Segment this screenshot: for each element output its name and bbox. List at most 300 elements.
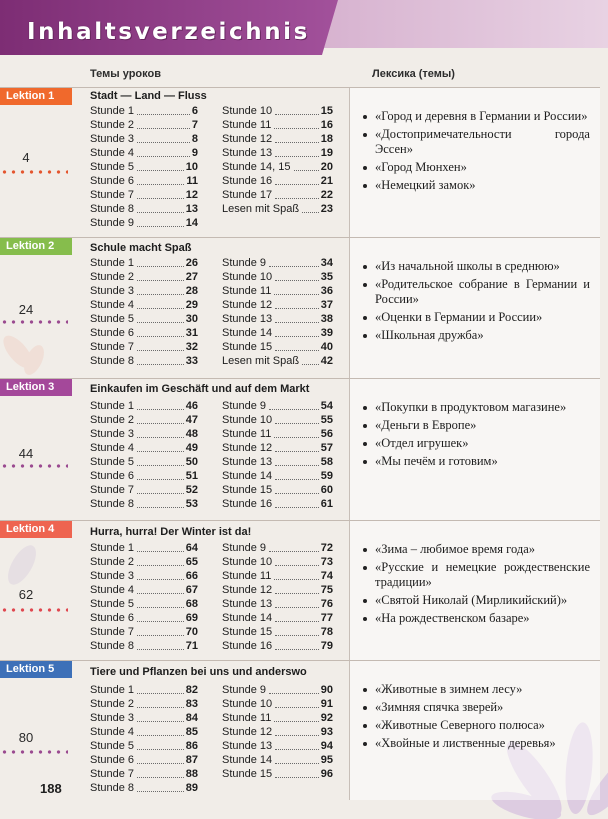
lesson-entry bbox=[90, 683, 198, 697]
lesson-name: Stunde 15 bbox=[222, 484, 273, 496]
dotted-leader bbox=[275, 280, 319, 281]
lesson-entry bbox=[90, 118, 198, 132]
lesson-entry bbox=[90, 441, 198, 455]
dotted-leader bbox=[137, 593, 184, 594]
header-banner bbox=[0, 0, 608, 56]
lesson-page-number: 9 bbox=[191, 147, 198, 159]
lesson-entry bbox=[222, 455, 333, 469]
dotted-leader bbox=[137, 170, 184, 171]
lesson-name: Stunde 15 bbox=[222, 768, 273, 780]
lesson-page-number: 74 bbox=[320, 570, 333, 582]
dotted-leader bbox=[137, 465, 184, 466]
dotted-leader bbox=[137, 649, 184, 650]
lesson-name: Stunde 13 bbox=[222, 740, 273, 752]
lesson-name: Stunde 14 bbox=[222, 327, 273, 339]
dotted-leader bbox=[137, 507, 184, 508]
vocab-item bbox=[360, 310, 590, 325]
lesson-entry bbox=[90, 256, 198, 270]
lesson-name: Stunde 5 bbox=[90, 740, 135, 752]
lesson-name: Stunde 11 bbox=[222, 285, 272, 297]
lesson-entry bbox=[222, 583, 333, 597]
bullet-icon bbox=[363, 166, 367, 170]
lesson-name: Lesen mit Spaß bbox=[222, 355, 300, 367]
dotted-leader bbox=[137, 142, 190, 143]
dotted-leader bbox=[137, 621, 184, 622]
topics-column-header: Темы уроков bbox=[90, 68, 161, 80]
bullet-icon bbox=[363, 460, 367, 464]
dotted-leader bbox=[137, 156, 190, 157]
lesson-page-number: 66 bbox=[185, 570, 198, 582]
lesson-entry bbox=[90, 326, 198, 340]
bullet-icon bbox=[363, 184, 367, 188]
dotted-leader bbox=[137, 565, 184, 566]
bullet-icon bbox=[363, 406, 367, 410]
lesson-entry bbox=[222, 625, 333, 639]
lesson-entry bbox=[222, 118, 333, 132]
bullet-icon bbox=[363, 442, 367, 446]
dotted-leader bbox=[275, 451, 319, 452]
lesson-name: Stunde 8 bbox=[90, 355, 135, 367]
lesson-list-right bbox=[222, 399, 333, 511]
lesson-name: Stunde 10 bbox=[222, 414, 273, 426]
vocab-item bbox=[360, 611, 590, 626]
vocab-topic: «Зимняя спячка зверей» bbox=[375, 700, 504, 714]
bullet-icon bbox=[363, 688, 367, 692]
lesson-entry bbox=[222, 413, 333, 427]
lesson-entry bbox=[90, 160, 198, 174]
lesson-page-number: 76 bbox=[320, 598, 333, 610]
lesson-label: Lektion 2 bbox=[0, 238, 72, 255]
lesson-entry bbox=[222, 497, 333, 511]
lesson-page-number: 79 bbox=[320, 640, 333, 652]
lesson-name: Stunde 10 bbox=[222, 698, 273, 710]
vocab-item bbox=[360, 718, 590, 733]
vocab-item bbox=[360, 560, 590, 590]
lesson-page-number: 27 bbox=[185, 271, 198, 283]
lesson-entry bbox=[222, 483, 333, 497]
dotted-leader bbox=[137, 777, 184, 778]
dotted-leader bbox=[275, 156, 319, 157]
lesson-entry bbox=[222, 597, 333, 611]
lesson-entry bbox=[222, 739, 333, 753]
lesson-page-number: 69 bbox=[185, 612, 198, 624]
lesson-page-number: 83 bbox=[185, 698, 198, 710]
lesson-entry bbox=[90, 753, 198, 767]
dotted-leader bbox=[275, 465, 319, 466]
dotted-leader bbox=[302, 364, 319, 365]
lesson-page-number: 70 bbox=[185, 626, 198, 638]
lesson-entry bbox=[222, 555, 333, 569]
lesson-name: Stunde 13 bbox=[222, 456, 273, 468]
dotted-leader bbox=[275, 423, 319, 424]
lesson-entry bbox=[90, 583, 198, 597]
lesson-label: Lektion 1 bbox=[0, 88, 72, 105]
lesson-entry bbox=[222, 541, 333, 555]
vocab-item bbox=[360, 127, 590, 157]
lesson-name: Stunde 11 bbox=[222, 119, 272, 131]
lesson-entry bbox=[222, 312, 333, 326]
lesson-name: Stunde 6 bbox=[90, 175, 135, 187]
lesson-title: Einkaufen im Geschäft und auf dem Markt bbox=[90, 383, 310, 395]
lesson-page-number: 42 bbox=[320, 355, 333, 367]
dotted-leader bbox=[137, 551, 184, 552]
lesson-name: Stunde 12 bbox=[222, 584, 273, 596]
lesson-entry bbox=[222, 160, 333, 174]
lesson-name: Lesen mit Spaß bbox=[222, 203, 300, 215]
lesson-name: Stunde 15 bbox=[222, 626, 273, 638]
lesson-name: Stunde 9 bbox=[222, 542, 267, 554]
lesson-start-page: 44 bbox=[18, 446, 34, 461]
lesson-name: Stunde 11 bbox=[222, 712, 272, 724]
lesson-name: Stunde 7 bbox=[90, 484, 135, 496]
lesson-entry bbox=[90, 497, 198, 511]
lesson-section bbox=[0, 237, 600, 367]
vocab-item bbox=[360, 328, 590, 343]
lesson-page-number: 29 bbox=[185, 299, 198, 311]
bullet-icon bbox=[363, 316, 367, 320]
dotted-separator bbox=[0, 608, 68, 612]
lesson-entry bbox=[90, 597, 198, 611]
lesson-page-number: 21 bbox=[320, 175, 333, 187]
lesson-name: Stunde 9 bbox=[90, 217, 135, 229]
dotted-leader bbox=[274, 128, 318, 129]
dotted-leader bbox=[274, 579, 318, 580]
dotted-leader bbox=[137, 336, 184, 337]
dotted-leader bbox=[137, 451, 184, 452]
lesson-page-number: 73 bbox=[320, 556, 333, 568]
lesson-entry bbox=[90, 354, 198, 368]
dotted-separator bbox=[0, 750, 68, 754]
dotted-leader bbox=[137, 721, 184, 722]
dotted-leader bbox=[137, 635, 184, 636]
dotted-leader bbox=[137, 294, 184, 295]
vocab-item bbox=[360, 277, 590, 307]
dotted-leader bbox=[275, 350, 319, 351]
lesson-list-right bbox=[222, 683, 333, 781]
vocab-item bbox=[360, 542, 590, 557]
lesson-page-number: 51 bbox=[185, 470, 198, 482]
lesson-page-number: 95 bbox=[320, 754, 333, 766]
dotted-leader bbox=[275, 735, 319, 736]
dotted-leader bbox=[137, 198, 184, 199]
vocab-item bbox=[360, 418, 590, 433]
bullet-icon bbox=[363, 742, 367, 746]
lesson-page-number: 11 bbox=[186, 175, 198, 187]
lesson-page-number: 50 bbox=[185, 456, 198, 468]
lesson-name: Stunde 4 bbox=[90, 442, 135, 454]
lesson-entry bbox=[90, 104, 198, 118]
lesson-list-left bbox=[90, 683, 198, 795]
lesson-name: Stunde 8 bbox=[90, 498, 135, 510]
lesson-entry bbox=[90, 427, 198, 441]
lesson-page-number: 82 bbox=[185, 684, 198, 696]
dotted-leader bbox=[137, 308, 184, 309]
dotted-leader bbox=[275, 184, 319, 185]
lesson-page-number: 28 bbox=[185, 285, 198, 297]
dotted-leader bbox=[137, 114, 190, 115]
lesson-page-number: 54 bbox=[320, 400, 333, 412]
vocab-list bbox=[360, 259, 590, 346]
lesson-page-number: 35 bbox=[320, 271, 333, 283]
lesson-entry bbox=[222, 725, 333, 739]
dotted-leader bbox=[137, 493, 184, 494]
dotted-leader bbox=[275, 621, 319, 622]
vocab-topic: «Хвойные и лиственные деревья» bbox=[375, 736, 556, 750]
lesson-label: Lektion 3 bbox=[0, 379, 72, 396]
bullet-icon bbox=[363, 133, 367, 137]
dotted-leader bbox=[137, 364, 184, 365]
lesson-page-number: 78 bbox=[320, 626, 333, 638]
lesson-page-number: 87 bbox=[185, 754, 198, 766]
lesson-name: Stunde 14 bbox=[222, 612, 273, 624]
lesson-name: Stunde 7 bbox=[90, 768, 135, 780]
vocab-item bbox=[360, 160, 590, 175]
lesson-page-number: 48 bbox=[185, 428, 198, 440]
vocab-topic: «Отдел игрушек» bbox=[375, 436, 469, 450]
lesson-list-left bbox=[90, 104, 198, 230]
lesson-entry bbox=[222, 767, 333, 781]
lesson-page-number: 20 bbox=[320, 161, 333, 173]
vocab-item bbox=[360, 700, 590, 715]
lesson-entry bbox=[90, 146, 198, 160]
dotted-leader bbox=[137, 128, 190, 129]
dotted-leader bbox=[275, 322, 319, 323]
bullet-icon bbox=[363, 706, 367, 710]
lesson-page-number: 93 bbox=[320, 726, 333, 738]
lesson-entry bbox=[90, 202, 198, 216]
dotted-leader bbox=[137, 226, 184, 227]
lesson-entry bbox=[222, 611, 333, 625]
vocab-item bbox=[360, 736, 590, 751]
lesson-list-right bbox=[222, 104, 333, 216]
dotted-leader bbox=[137, 763, 184, 764]
lesson-page-number: 77 bbox=[320, 612, 333, 624]
lesson-name: Stunde 8 bbox=[90, 782, 135, 794]
lesson-name: Stunde 9 bbox=[222, 257, 267, 269]
lesson-entry bbox=[222, 174, 333, 188]
lesson-page-number: 47 bbox=[185, 414, 198, 426]
vocab-topic: «Деньги в Европе» bbox=[375, 418, 477, 432]
vocab-item bbox=[360, 454, 590, 469]
lesson-entry bbox=[222, 697, 333, 711]
lesson-entry bbox=[90, 555, 198, 569]
lesson-entry bbox=[222, 104, 333, 118]
dotted-leader bbox=[275, 493, 319, 494]
lesson-section bbox=[0, 87, 600, 229]
lesson-page-number: 68 bbox=[185, 598, 198, 610]
lesson-name: Stunde 10 bbox=[222, 556, 273, 568]
lesson-page-number: 72 bbox=[320, 542, 333, 554]
page-number: 188 bbox=[40, 781, 62, 796]
lesson-name: Stunde 4 bbox=[90, 584, 135, 596]
dotted-leader bbox=[137, 749, 184, 750]
lesson-entry bbox=[222, 340, 333, 354]
lesson-list-left bbox=[90, 541, 198, 653]
bullet-icon bbox=[363, 617, 367, 621]
lesson-list-left bbox=[90, 256, 198, 368]
lesson-entry bbox=[90, 711, 198, 725]
dotted-leader bbox=[137, 322, 184, 323]
vocab-item bbox=[360, 593, 590, 608]
lesson-name: Stunde 3 bbox=[90, 428, 135, 440]
lesson-name: Stunde 13 bbox=[222, 313, 273, 325]
lesson-page-number: 67 bbox=[185, 584, 198, 596]
lesson-name: Stunde 12 bbox=[222, 299, 273, 311]
lesson-page-number: 34 bbox=[320, 257, 333, 269]
bullet-icon bbox=[363, 265, 367, 269]
section-divider bbox=[0, 87, 600, 88]
lesson-page-number: 65 bbox=[185, 556, 198, 568]
lesson-name: Stunde 5 bbox=[90, 161, 135, 173]
dotted-leader bbox=[137, 280, 184, 281]
bullet-icon bbox=[363, 334, 367, 338]
lesson-name: Stunde 14, 15 bbox=[222, 161, 291, 173]
lesson-page-number: 8 bbox=[191, 133, 198, 145]
bullet-icon bbox=[363, 424, 367, 428]
dotted-leader bbox=[275, 749, 319, 750]
lesson-name: Stunde 4 bbox=[90, 147, 135, 159]
lesson-entry bbox=[222, 146, 333, 160]
lesson-page-number: 32 bbox=[185, 341, 198, 353]
lesson-entry bbox=[222, 188, 333, 202]
lesson-entry bbox=[222, 298, 333, 312]
lesson-entry bbox=[222, 132, 333, 146]
vocab-topic: «Покупки в продуктовом магазине» bbox=[375, 400, 567, 414]
lesson-page-number: 84 bbox=[185, 712, 198, 724]
dotted-leader bbox=[137, 579, 184, 580]
vocab-topic: «Из начальной школы в среднюю» bbox=[375, 259, 560, 273]
vocab-topic: «На рождественском базаре» bbox=[375, 611, 530, 625]
lesson-name: Stunde 6 bbox=[90, 754, 135, 766]
lesson-entry bbox=[90, 781, 198, 795]
lesson-page-number: 86 bbox=[185, 740, 198, 752]
lesson-page-number: 30 bbox=[185, 313, 198, 325]
lesson-name: Stunde 9 bbox=[222, 400, 267, 412]
lesson-entry bbox=[222, 569, 333, 583]
lesson-name: Stunde 16 bbox=[222, 175, 273, 187]
dotted-leader bbox=[275, 142, 319, 143]
lesson-page-number: 6 bbox=[191, 105, 198, 117]
lesson-entry bbox=[90, 188, 198, 202]
lesson-name: Stunde 12 bbox=[222, 726, 273, 738]
vocab-list bbox=[360, 109, 590, 196]
lesson-page-number: 38 bbox=[320, 313, 333, 325]
lesson-page-number: 56 bbox=[320, 428, 333, 440]
lesson-list-right bbox=[222, 541, 333, 653]
lesson-name: Stunde 11 bbox=[222, 570, 272, 582]
lesson-name: Stunde 5 bbox=[90, 456, 135, 468]
lesson-page-number: 22 bbox=[320, 189, 333, 201]
lesson-entry bbox=[222, 270, 333, 284]
lesson-page-number: 55 bbox=[320, 414, 333, 426]
lesson-page-number: 52 bbox=[185, 484, 198, 496]
lesson-title: Hurra, hurra! Der Winter ist da! bbox=[90, 526, 252, 538]
lesson-entry bbox=[222, 753, 333, 767]
dotted-leader bbox=[269, 551, 319, 552]
dotted-leader bbox=[275, 777, 319, 778]
page-title: Inhaltsverzeichnis bbox=[27, 19, 310, 45]
vocab-item bbox=[360, 109, 590, 124]
dotted-leader bbox=[275, 479, 319, 480]
dotted-leader bbox=[137, 693, 184, 694]
dotted-leader bbox=[137, 409, 184, 410]
lesson-entry bbox=[90, 455, 198, 469]
lesson-page-number: 61 bbox=[320, 498, 333, 510]
lesson-page-number: 19 bbox=[320, 147, 333, 159]
lesson-name: Stunde 9 bbox=[222, 684, 267, 696]
dotted-leader bbox=[269, 693, 319, 694]
lesson-name: Stunde 1 bbox=[90, 257, 135, 269]
vocab-item bbox=[360, 259, 590, 274]
vocab-item bbox=[360, 682, 590, 697]
lesson-page-number: 16 bbox=[320, 119, 333, 131]
lesson-entry bbox=[222, 427, 333, 441]
lesson-name: Stunde 2 bbox=[90, 414, 135, 426]
vocab-topic: «Школьная дружба» bbox=[375, 328, 484, 342]
lesson-page-number: 14 bbox=[185, 217, 198, 229]
lesson-entry bbox=[222, 284, 333, 298]
dotted-leader bbox=[137, 707, 184, 708]
dotted-leader bbox=[137, 184, 184, 185]
lesson-page-number: 71 bbox=[185, 640, 198, 652]
lesson-entry bbox=[222, 326, 333, 340]
dotted-leader bbox=[275, 336, 319, 337]
lesson-name: Stunde 11 bbox=[222, 428, 272, 440]
lesson-name: Stunde 5 bbox=[90, 598, 135, 610]
dotted-leader bbox=[137, 735, 184, 736]
bullet-icon bbox=[363, 599, 367, 603]
dotted-leader bbox=[274, 437, 318, 438]
lesson-entry bbox=[222, 256, 333, 270]
lesson-name: Stunde 14 bbox=[222, 470, 273, 482]
dotted-leader bbox=[275, 507, 319, 508]
lesson-page-number: 12 bbox=[185, 189, 198, 201]
lesson-page-number: 91 bbox=[320, 698, 333, 710]
lesson-page-number: 59 bbox=[320, 470, 333, 482]
lesson-start-page: 80 bbox=[18, 730, 34, 745]
lesson-name: Stunde 13 bbox=[222, 598, 273, 610]
dotted-leader bbox=[275, 593, 319, 594]
lesson-name: Stunde 13 bbox=[222, 147, 273, 159]
section-divider bbox=[0, 237, 600, 238]
dotted-leader bbox=[275, 198, 319, 199]
lesson-page-number: 18 bbox=[320, 133, 333, 145]
dotted-leader bbox=[137, 212, 184, 213]
lesson-section bbox=[0, 520, 600, 652]
lesson-name: Stunde 2 bbox=[90, 556, 135, 568]
dotted-leader bbox=[275, 649, 319, 650]
lesson-name: Stunde 12 bbox=[222, 442, 273, 454]
lesson-entry bbox=[90, 611, 198, 625]
lesson-name: Stunde 4 bbox=[90, 726, 135, 738]
dotted-leader bbox=[269, 266, 319, 267]
lesson-page-number: 75 bbox=[320, 584, 333, 596]
lesson-page-number: 49 bbox=[185, 442, 198, 454]
dotted-leader bbox=[275, 114, 319, 115]
lesson-page-number: 31 bbox=[185, 327, 198, 339]
lesson-label: Lektion 4 bbox=[0, 521, 72, 538]
lesson-name: Stunde 1 bbox=[90, 542, 135, 554]
vocab-topic: «Достопримечательности города Эссен» bbox=[375, 127, 590, 156]
lesson-page-number: 23 bbox=[320, 203, 333, 215]
lesson-title: Tiere und Pflanzen bei uns und anderswo bbox=[90, 666, 307, 678]
bullet-icon bbox=[363, 548, 367, 552]
lesson-page-number: 57 bbox=[320, 442, 333, 454]
dotted-leader bbox=[137, 479, 184, 480]
lesson-title: Stadt — Land — Fluss bbox=[90, 90, 207, 102]
vocab-topic: «Русские и немецкие рождественские традиции» bbox=[375, 560, 590, 589]
lesson-name: Stunde 7 bbox=[90, 189, 135, 201]
